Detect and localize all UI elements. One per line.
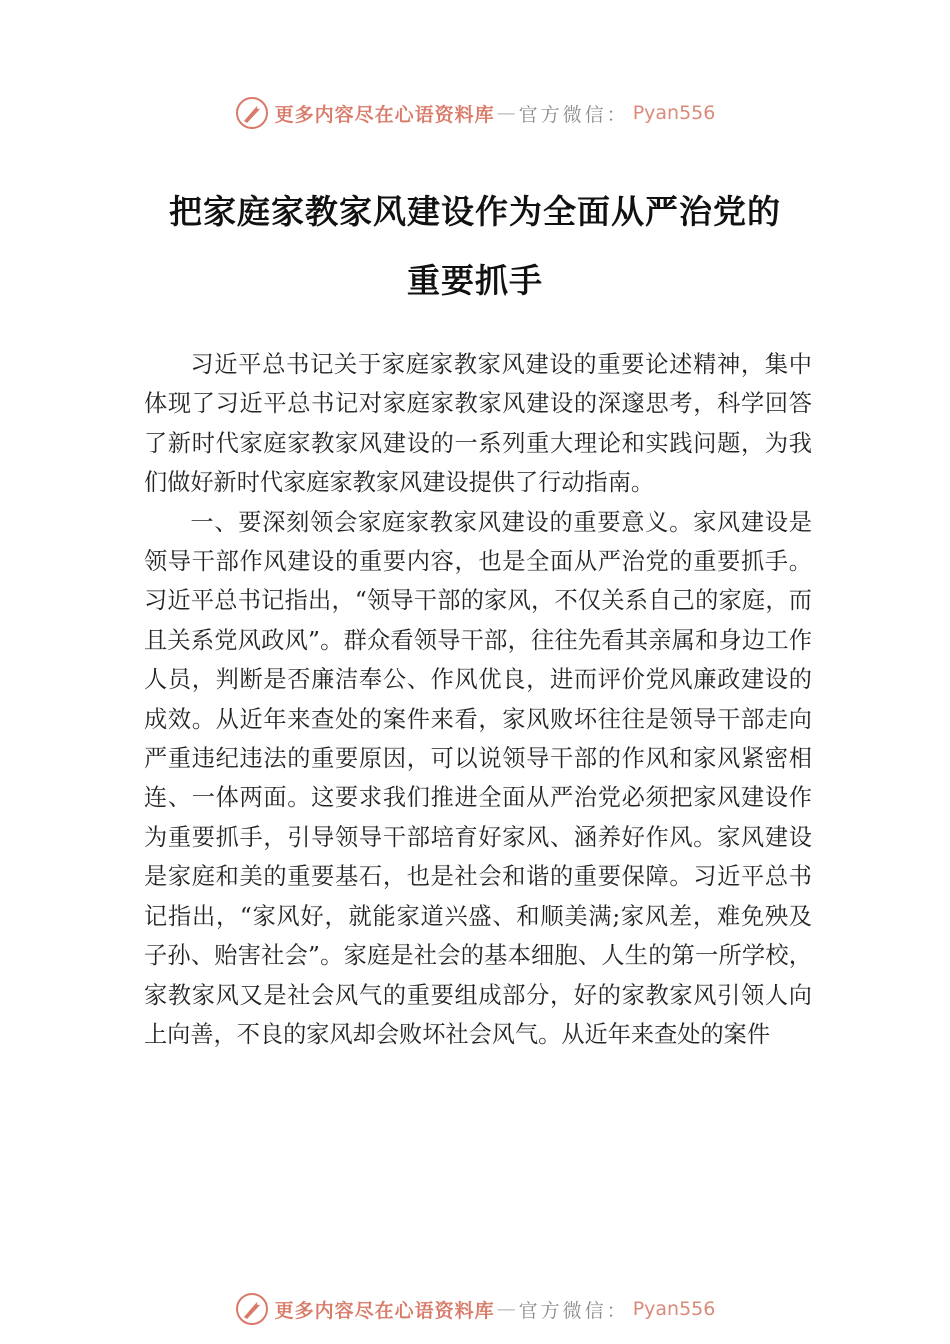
watermark-wechat-id: Pyan556 (632, 102, 716, 124)
watermark-separator: — (496, 1298, 517, 1320)
watermark-separator: — (496, 102, 517, 124)
paragraph-intro: 习近平总书记关于家庭家教家风建设的重要论述精神，集中体现了习近平总书记对家庭家教家风建设的深邃思考，科学回答了新时代家庭家教家风建设的一系列重大理论和实践问题，为我们做好新时代家庭家教家风建设提供了行动指南。 (144, 351, 812, 497)
watermark-label: 官方微信： (518, 1299, 629, 1322)
watermark-brand: 更多内容尽在心语资料库 (274, 103, 495, 126)
pen-nib-logo-icon (235, 96, 269, 130)
header-watermark (0, 96, 950, 130)
watermark-wechat-id: Pyan556 (632, 1298, 716, 1320)
document-body (144, 345, 812, 1054)
footer-watermark (0, 1292, 950, 1326)
document-title-line-1: 把家庭家教家风建设作为全面从严治党的 (169, 192, 781, 231)
watermark-brand: 更多内容尽在心语资料库 (274, 1299, 495, 1322)
document-title-line-2: 重要抓手 (407, 261, 543, 300)
paragraph-section-1: 一、要深刻领会家庭家教家风建设的重要意义。家风建设是领导干部作风建设的重要内容，也是全面从严治党的重要抓手。习近平总书记指出，“领导干部的家风，不仅关系自己的家庭，而且关系党风政风”。群众看领导干部，往往先看其亲属和身边工作人员，判断是否廉洁奉公、作风优良，进而评价党风廉政建设的成效。从近年来查处的案件来看，家风败坏往往是领导干部走向严重违纪违法的重要原因，可以说领导干部的作风和家风紧密相连、一体两面。这要求我们推进全面从严治党必须把家风建设作为重要抓手，引导领导干部培育好家风、涵养好作风。家风建设是家庭和美的重要基石，也是社会和谐的重要保障。习近平总书记指出，“家风好，就能家道兴盛、和顺美满;家风差，难免殃及子孙、贻害社会”。家庭是社会的基本细胞、人生的第一所学校，家教家风又是社会风气的重要组成部分，好的家教家风引领人向上向善，不良的家风却会败坏社会风气。从近年来查处的案件 (144, 508, 812, 1048)
pen-nib-logo-icon (235, 1292, 269, 1326)
watermark-label: 官方微信： (518, 103, 629, 126)
